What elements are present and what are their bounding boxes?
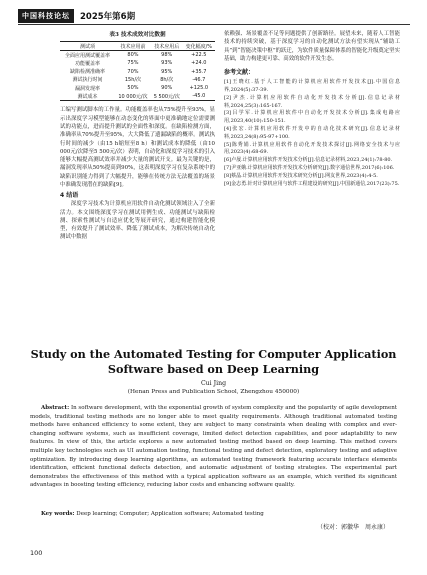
reference-item: [9]金志勇.针对计算机应用与软件工程建设的研究[J].中国新通信,2017(23):75.: [224, 180, 400, 187]
header-divider: [18, 24, 410, 25]
table-caption: 表3 技术成效对比数据: [109, 32, 166, 38]
reference-item: [7]尹亚娥.计算机应用软件开发技术分析研究[J].数字通信世界,2017(6):106.: [224, 164, 395, 171]
english-abstract: [30, 404, 397, 490]
keywords-label: Key words:: [41, 511, 75, 517]
editor-note: （校对：郭徽华 周永康）: [316, 524, 389, 531]
table-header-row: [60, 42, 215, 51]
abstract-text: In software development, with the exponential growth of system complexity and the popularity of agile development models, traditional testing methods are no longer able to meet quality requirements. Although traditional automated testing methods have enhanced efficiency to some extent, they are subject to many constraints when dealing with complex and ever-changing software systems, such as insufficient coverage, limited defect detection capabilities, and poor adaptability to new features. In view of this, the article explores a new automated testing method based on deep learning. This method covers multiple key technologies such as UI automation testing, functional testing and defect detection, exploratory testing and adaptive optimization. By introducing deep learning algorithms, an automated testing framework featuring accurate interface elements identification, efficient functional defects detection, and automatic adjustment of testing strategies. The experimental part demonstrates the effectiveness of this method with a typical application software as an example, which verified its significant advantages in boosting testing efficiency, reducing labor costs and enhancing software quality.: [30, 405, 398, 489]
table-cell: 93%: [161, 60, 173, 67]
reference-item: [8]蔡晶.计算机应用软件开发技术研究分析[J].网友世界,2023(4):4-5.: [224, 172, 378, 179]
table-cell: +24.0: [191, 60, 207, 67]
table-cell: 90%: [161, 85, 173, 92]
table-header-cell: 变化幅度/%: [185, 43, 213, 50]
journal-badge: 中国科技论坛: [18, 9, 74, 23]
keywords-text: Deep learning; Computer; Application software; Automated testing: [76, 511, 264, 517]
table-cell: 8h/次: [160, 77, 174, 84]
table-cell: 漏洞发现率: [75, 85, 101, 92]
table-cell: 75%: [127, 60, 139, 67]
reference-item: [4]张宏.计算机应用软件开发中的自动化技术研究[J].信息记录材料,2023,24(8):95-97+100.: [224, 125, 400, 140]
english-keywords: [30, 510, 397, 518]
table-row: [60, 68, 215, 76]
reference-item: [3]吕学军.计算机应用软件中自动化开发技术分析[J].集成电路应用,2023,40(10):150-151.: [224, 110, 400, 125]
table-cell: 10 000元/次: [118, 93, 148, 100]
table-cell: +125.0: [189, 85, 209, 92]
table-cell: 测试成本: [77, 93, 98, 100]
body-paragraph: 深度学习技术为计算机应用软件自动化测试领域注入了全新活力。本文围绕深度学习在测试用例生成、功能测试与缺陷检测、探索性测试与自适应优化等展开研究，通过构建智能化模型，有效提升了测试效率、降低了测试成本，为解决传统自动化测试中数据: [60, 201, 215, 241]
table-cell: 全面应用测试覆盖率: [65, 52, 111, 59]
issue-label: 2025年第6期: [80, 11, 136, 22]
table-cell: 80%: [127, 52, 139, 59]
english-title: Study on the Automated Testing for Computer Application Software based on Deep Learning: [30, 347, 397, 376]
table-row: [60, 51, 215, 60]
results-table: [60, 41, 215, 101]
left-column: [60, 30, 215, 242]
table-header-cell: 测试项: [80, 43, 96, 50]
reference-item: [6]卢晟.计算机应用软件开发技术分析[J].信息记录材料,2023,24(1):78-80.: [224, 157, 393, 164]
table-header-cell: 技术应用后: [154, 43, 180, 50]
table-cell: +35.7: [191, 68, 207, 75]
section-heading: 4 结语: [60, 192, 79, 200]
table-cell: 5 500元/次: [153, 93, 180, 100]
reference-item: [2]尹杰.计算机应用软件自动化开发技术分析[J].信息记录材料,2024,25(3):165-167.: [224, 94, 400, 109]
table-cell: 功能覆盖率: [75, 60, 101, 67]
table-row: [60, 92, 215, 101]
table-cell: 测试执行时间: [72, 77, 103, 84]
reference-item: [5]陈秀娟.计算机应用软件自动化开发技术探讨[J].网络安全技术与应用,2023(4):68-69.: [224, 141, 400, 156]
right-column: [224, 30, 400, 188]
table-cell: 70%: [127, 68, 139, 75]
table-cell: 95%: [161, 68, 173, 75]
references-heading: 参考文献：: [224, 69, 255, 77]
body-paragraph: 依赖强、场景覆盖不足等问题提供了创新路径。展望未来，随着人工智能技术的持续突破，基于深度学习的自动化测试方法有望实现从“辅助工具”到“智能决策中枢”的跃迁，为软件质量保障体系的智能化升级奠定坚实基础，助力构建更可靠、高效的软件开发生态。: [224, 31, 400, 62]
english-affiliation: (Henan Press and Publication School, Zhengzhou 450000): [127, 389, 300, 395]
table-cell: 98%: [161, 52, 173, 59]
table-header-cell: 技术应用前: [120, 43, 146, 50]
reference-item: [1]王晓红.基于人工智能的计算机应用软件开发技术[J].中国信息界,2024(5):37-39.: [224, 79, 400, 93]
table-row: [60, 84, 215, 92]
reference-list: [224, 79, 400, 188]
table-row: [60, 76, 215, 84]
journal-header: [18, 8, 410, 23]
page-number: 100: [30, 549, 43, 557]
table-cell: +22.5: [191, 52, 207, 59]
abstract-label: Abstract:: [41, 405, 70, 411]
table-row: [60, 59, 215, 67]
table-cell: 缺陷检测准确率: [70, 69, 106, 76]
body-paragraph: 工编写测试脚本的工作量。功能覆盖率也从75%提升至93%，显示出深度学习模型能够在动态变化的界面中更准确地定位需要测试的功能点，进而提升测试的全面性和深度。在缺陷检测方面，准确率从70%提升至95%，大大降低了遗漏缺陷的概率。测试执行时间的减少（由15 h缩短至8 h）和测试成本的降低（由10 000元/次降至5 500元/次）表明，自动化和深度学习技术的引入能够大幅提高测试效率并减少大量的测试开支。最为关键的是，漏洞发现率从50%提高到90%，这表明深度学习在复杂系统中的缺陷识别能力得到了大幅提升，能够在传统方法无法覆盖的场景中准确发现潜在的缺陷[9]。: [60, 107, 215, 188]
table-cell: -45.0: [192, 93, 206, 100]
english-author: Cui Jing: [200, 380, 227, 387]
table-cell: 15h/次: [124, 77, 142, 84]
table-cell: -46.7: [192, 76, 206, 83]
table-cell: 50%: [127, 85, 139, 92]
